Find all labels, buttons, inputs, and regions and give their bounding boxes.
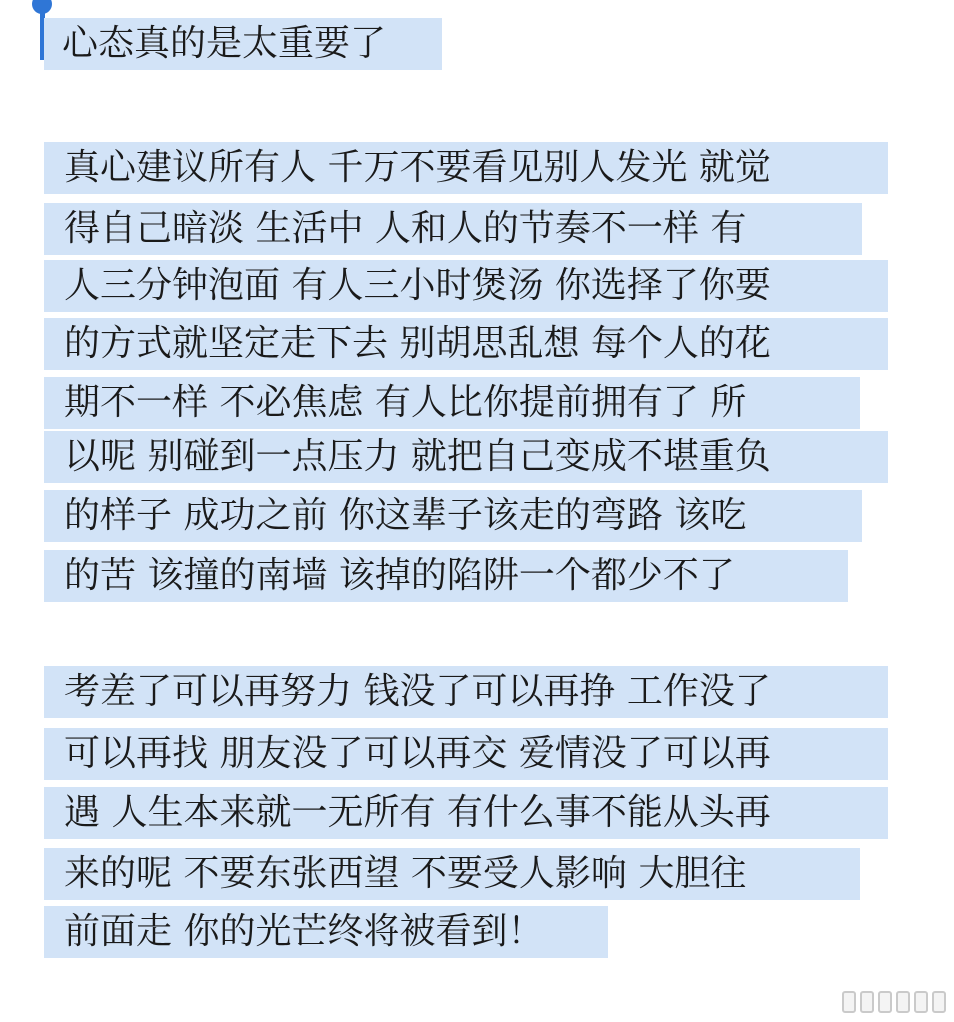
paragraph-1-line-8: 的苦 该撞的南墙 该掉的陷阱一个都少不了 [44,550,848,602]
watermark-icon [838,990,946,1014]
paragraph-2-line-1: 考差了可以再努力 钱没了可以再挣 工作没了 [44,666,888,718]
paragraph-1-line-2: 得自己暗淡 生活中 人和人的节奏不一样 有 [44,203,862,255]
paragraph-2-line-5: 前面走 你的光芒终将被看到！ [44,906,608,958]
paragraph-2-line-4: 来的呢 不要东张西望 不要受人影响 大胆往 [44,848,860,900]
paragraph-1-line-3: 人三分钟泡面 有人三小时煲汤 你选择了你要 [44,260,888,312]
paragraph-1-line-1: 真心建议所有人 千万不要看见别人发光 就觉 [44,142,888,194]
paragraph-1-line-4: 的方式就坚定走下去 别胡思乱想 每个人的花 [44,318,888,370]
paragraph-2-line-2: 可以再找 朋友没了可以再交 爱情没了可以再 [44,728,888,780]
note-title: 心态真的是太重要了 [44,18,442,70]
paragraph-1-line-7: 的样子 成功之前 你这辈子该走的弯路 该吃 [44,490,862,542]
paragraph-1-line-6: 以呢 别碰到一点压力 就把自己变成不堪重负 [44,431,888,483]
paragraph-2-line-3: 遇 人生本来就一无所有 有什么事不能从头再 [44,787,888,839]
paragraph-1-line-5: 期不一样 不必焦虑 有人比你提前拥有了 所 [44,377,860,429]
